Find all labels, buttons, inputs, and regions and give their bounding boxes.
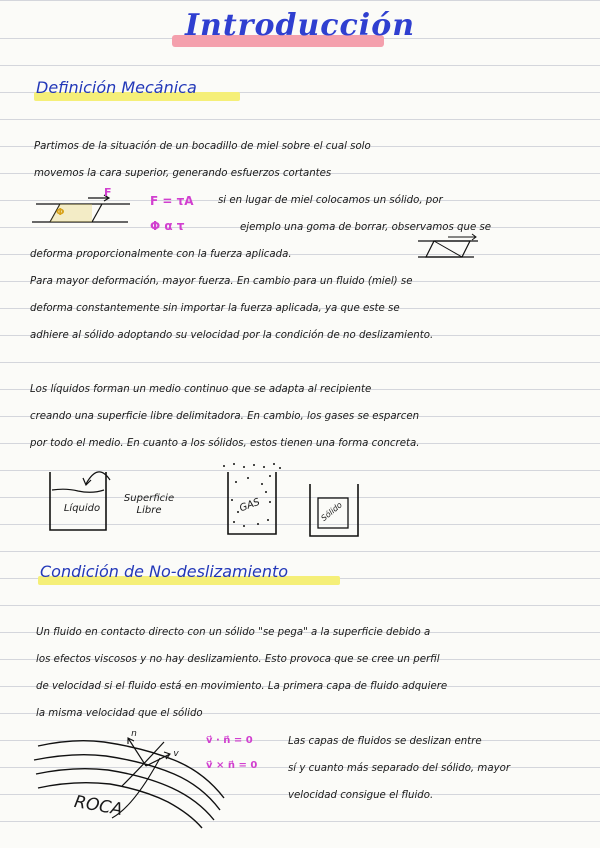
section1-side-text — [218, 187, 578, 241]
gas-label: GAS — [238, 496, 262, 515]
text-line: de velocidad si el fluido está en movimiento. La primera capa de fluido adquiere — [36, 681, 448, 692]
section3-body — [36, 619, 584, 727]
surface-label-line: Libre — [136, 505, 162, 516]
section1-heading: Definición Mecánica — [36, 78, 197, 97]
eraser-deformation-sketch — [418, 233, 488, 263]
text-line: Partimos de la situación de un bocadillo de miel sobre el cual solo — [34, 141, 371, 152]
surface-label — [116, 493, 182, 517]
phi-label: Φ — [56, 207, 65, 218]
section1-body — [30, 241, 578, 349]
shear-diagram — [30, 186, 140, 236]
text-line: Para mayor deformación, mayor fuerza. En cambio para un fluido (miel) se — [30, 276, 413, 287]
no-slip-sketch — [34, 724, 234, 834]
text-line: Las capas de fluidos se deslizan entre — [288, 736, 482, 747]
text-line: adhiere al sólido adoptando su velocidad por la condición de no deslizamiento. — [30, 330, 434, 341]
page-title: Introducción — [184, 8, 416, 43]
equation-proportional: Φ α τ — [150, 219, 185, 233]
text-line: deforma proporcionalmente con la fuerza aplicada. — [30, 249, 292, 260]
force-label: F — [104, 186, 112, 199]
text-line: Un fluido en contacto directo con un sólido "se pega" a la superficie debido a — [36, 627, 431, 638]
text-line: si en lugar de miel colocamos un sólido, por — [218, 195, 443, 206]
section3-side-text — [288, 728, 578, 809]
rock-label: ROCA — [72, 791, 125, 821]
text-line: Los líquidos forman un medio continuo que se adapta al recipiente — [30, 384, 372, 395]
text-line: creando una superficie libre delimitadora. En cambio, los gases se esparcen — [30, 411, 420, 422]
text-line: ejemplo una goma de borrar, observamos que se — [240, 222, 492, 233]
text-line: velocidad consigue el fluido. — [288, 790, 434, 801]
text-line: la misma velocidad que el sólido — [36, 708, 203, 719]
section1-intro — [34, 133, 582, 187]
velocity-vector-label: v — [173, 749, 179, 759]
text-line: movemos la cara superior, generando esfuerzos cortantes — [34, 168, 332, 179]
equation-dot-product: v⃗ · n⃗ = 0 — [206, 735, 253, 746]
normal-vector-label: n — [131, 729, 137, 739]
text-line: sí y cuanto más separado del sólido, mayor — [288, 763, 511, 774]
liquid-label: Líquido — [63, 503, 101, 514]
text-line: deforma constantemente sin importar la fuerza aplicada, ya que este se — [30, 303, 400, 314]
text-line: por todo el medio. En cuanto a los sólidos, estos tienen una forma concreta. — [30, 438, 420, 449]
equation-cross-product: v⃗ × n⃗ = 0 — [206, 760, 258, 771]
text-line: los efectos viscosos y no hay deslizamiento. Esto provoca que se cree un perfil — [36, 654, 440, 665]
surface-label-line: Superficie — [123, 493, 175, 504]
section2-body — [30, 376, 578, 457]
section3-heading: Condición de No-deslizamiento — [40, 562, 289, 581]
solid-label: Sólido — [319, 500, 344, 523]
equation-shear: F = τA — [150, 194, 194, 208]
